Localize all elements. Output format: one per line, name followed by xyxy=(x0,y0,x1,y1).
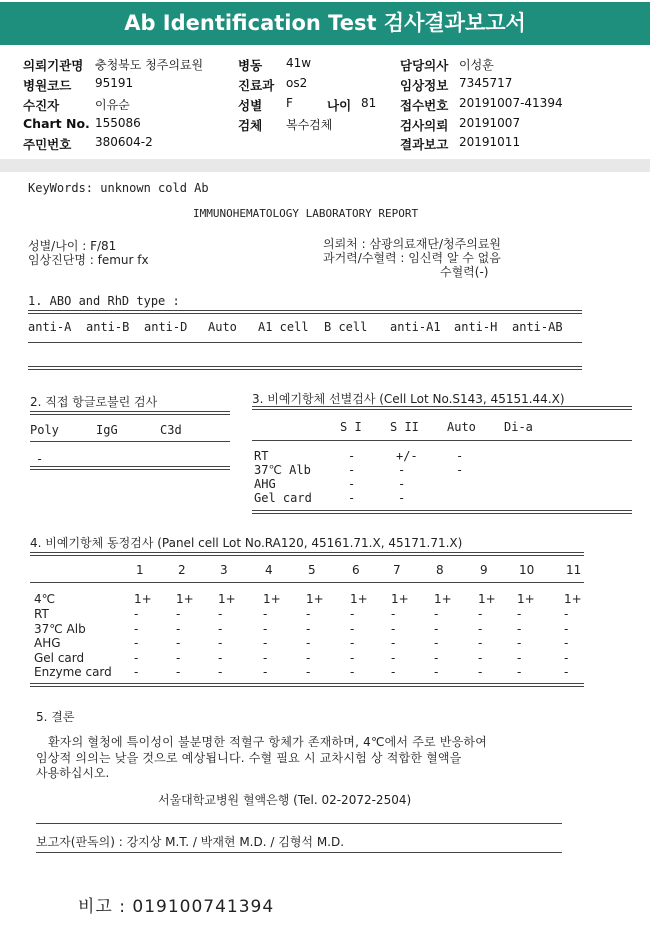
panel-cell: - xyxy=(263,651,268,665)
value-patient-name: 이유순 xyxy=(95,98,130,112)
panel-cell: - xyxy=(517,607,522,621)
panel-cell: - xyxy=(176,665,181,679)
divider xyxy=(28,366,582,370)
dat-value: - xyxy=(36,452,44,466)
value-report-date: 20191011 xyxy=(459,135,521,149)
panel-cell: - xyxy=(350,636,355,650)
section1-title: 1. ABO and RhD type : xyxy=(28,294,180,308)
panel-cell: - xyxy=(350,607,355,621)
screen-col-s2: S II xyxy=(390,420,419,434)
panel-col-header: 2 xyxy=(178,563,186,577)
abo-col-6: B cell xyxy=(324,320,368,334)
hospital-contact: 서울대학교병원 혈액은행 (Tel. 02-2072-2504) xyxy=(158,793,412,807)
divider xyxy=(30,466,230,470)
keywords: KeyWords: unknown cold Ab xyxy=(28,181,209,195)
panel-cell: - xyxy=(478,651,483,665)
panel-cell: - xyxy=(517,636,522,650)
panel-col-header: 8 xyxy=(436,563,444,577)
screen-cell: - xyxy=(348,463,356,477)
abo-col-4: Auto xyxy=(208,320,237,334)
panel-cell: - xyxy=(306,622,311,636)
section3-title: 3. 비예기항체 선별검사 (Cell Lot No.S143, 45151.44.X) xyxy=(252,392,565,406)
conclusion-line: 사용하십시오. xyxy=(36,766,110,780)
screen-cell: - xyxy=(398,477,406,491)
value-hospital-code: 95191 xyxy=(95,76,134,90)
screen-cell: - xyxy=(398,491,406,505)
panel-cell: - xyxy=(478,665,483,679)
abo-col-8: anti-H xyxy=(454,320,498,334)
panel-cell: 1+ xyxy=(306,592,324,606)
panel-cell: 1+ xyxy=(517,592,535,606)
screen-cell: - xyxy=(348,491,356,505)
conclusion-line: 환자의 혈청에 특이성이 불분명한 적혈구 항체가 존재하며, 4℃에서 주로 반응하여 xyxy=(48,735,488,749)
transfusion-history: 과거력/수혈력 : 임신력 알 수 없음 xyxy=(323,251,501,265)
value-request-date: 20191007 xyxy=(459,116,521,130)
abo-col-9: anti-AB xyxy=(512,320,563,334)
panel-cell: - xyxy=(176,607,181,621)
label-accession-number: 접수번호 xyxy=(400,98,449,113)
screen-cell: - xyxy=(348,477,356,491)
footer-note: 비고 : 019100741394 xyxy=(78,897,275,917)
abo-col-1: anti-A xyxy=(28,320,72,334)
divider xyxy=(252,510,632,514)
panel-cell: - xyxy=(478,636,483,650)
dat-col-igg: IgG xyxy=(96,423,118,437)
screen-col-s1: S I xyxy=(340,420,362,434)
value-requesting-institution: 충청북도 청주의료원 xyxy=(95,58,204,72)
panel-cell: - xyxy=(478,607,483,621)
screen-row-phase: Gel card xyxy=(254,491,312,505)
divider xyxy=(30,552,584,556)
panel-cell: - xyxy=(564,665,569,679)
label-sex: 성별 xyxy=(238,98,263,113)
screen-cell: - xyxy=(456,463,464,477)
value-department: os2 xyxy=(286,76,308,90)
report-title: IMMUNOHEMATOLOGY LABORATORY REPORT xyxy=(193,207,419,220)
panel-cell: - xyxy=(263,607,268,621)
panel-cell: 1+ xyxy=(478,592,496,606)
dat-col-c3d: C3d xyxy=(160,423,182,437)
abo-col-3: anti-D xyxy=(144,320,188,334)
divider xyxy=(36,823,562,824)
panel-cell: - xyxy=(434,636,439,650)
panel-cell: - xyxy=(134,607,139,621)
panel-cell: - xyxy=(263,665,268,679)
label-department: 진료과 xyxy=(238,78,275,93)
label-report-date: 결과보고 xyxy=(400,137,449,152)
label-request-date: 검사의뢰 xyxy=(400,118,449,133)
panel-cell: - xyxy=(350,651,355,665)
panel-cell: - xyxy=(434,622,439,636)
requester: 의뢰처 : 삼광의료재단/청주의료원 xyxy=(323,237,502,251)
panel-col-header: 7 xyxy=(393,563,401,577)
label-resident-number: 주민번호 xyxy=(23,137,72,152)
value-age: 81 xyxy=(361,96,377,110)
label-specimen: 검체 xyxy=(238,118,263,133)
panel-cell: - xyxy=(218,651,223,665)
label-age: 나이 xyxy=(327,98,352,113)
panel-cell: - xyxy=(218,665,223,679)
panel-row-phase: 37℃ Alb xyxy=(34,622,86,636)
abo-col-2: anti-B xyxy=(86,320,130,334)
panel-cell: - xyxy=(176,622,181,636)
panel-cell: - xyxy=(391,622,396,636)
panel-cell: 1+ xyxy=(218,592,236,606)
panel-cell: - xyxy=(134,622,139,636)
value-sex: F xyxy=(286,96,293,110)
label-chart-no: Chart No. xyxy=(23,116,90,131)
value-ward: 41w xyxy=(286,56,312,70)
section2-title: 2. 직접 항글로불린 검사 xyxy=(30,395,158,409)
panel-row-phase: Gel card xyxy=(34,651,85,665)
panel-cell: - xyxy=(218,636,223,650)
transfusion-status: 수혈력(-) xyxy=(440,265,489,279)
panel-cell: - xyxy=(564,651,569,665)
panel-row-phase: AHG xyxy=(34,636,61,650)
divider xyxy=(252,440,632,441)
panel-cell: - xyxy=(350,665,355,679)
panel-col-header: 6 xyxy=(352,563,360,577)
clinical-diagnosis: 임상진단명 : femur fx xyxy=(28,253,149,267)
divider xyxy=(36,852,562,853)
panel-cell: 1+ xyxy=(391,592,409,606)
panel-cell: 1+ xyxy=(176,592,194,606)
panel-cell: - xyxy=(218,622,223,636)
panel-cell: - xyxy=(434,607,439,621)
divider xyxy=(252,406,632,410)
panel-cell: - xyxy=(434,651,439,665)
section4-title: 4. 비예기항체 동정검사 (Panel cell Lot No.RA120, 45161.71.X, 45171.71.X) xyxy=(30,536,463,550)
label-ward: 병동 xyxy=(238,58,263,73)
value-chart-no: 155086 xyxy=(95,116,141,130)
panel-cell: 1+ xyxy=(434,592,452,606)
panel-cell: - xyxy=(564,636,569,650)
panel-cell: - xyxy=(350,622,355,636)
label-requesting-institution: 의뢰기관명 xyxy=(23,58,84,73)
panel-cell: 1+ xyxy=(263,592,281,606)
panel-cell: - xyxy=(306,607,311,621)
divider xyxy=(30,582,584,583)
panel-cell: - xyxy=(134,665,139,679)
panel-col-header: 3 xyxy=(220,563,228,577)
panel-cell: - xyxy=(263,636,268,650)
divider xyxy=(30,683,584,687)
value-accession-number: 20191007-41394 xyxy=(459,96,563,110)
section5-title: 5. 결론 xyxy=(36,710,75,724)
screen-col-auto: Auto xyxy=(447,420,476,434)
screen-cell: +/- xyxy=(396,449,418,463)
dat-col-poly: Poly xyxy=(30,423,59,437)
panel-row-phase: 4℃ xyxy=(34,592,56,606)
value-specimen: 복수검체 xyxy=(286,118,333,132)
panel-col-header: 10 xyxy=(519,563,535,577)
panel-col-header: 4 xyxy=(265,563,273,577)
panel-col-header: 9 xyxy=(480,563,488,577)
screen-cell: - xyxy=(348,449,356,463)
panel-cell: - xyxy=(517,622,522,636)
abo-col-5: A1 cell xyxy=(258,320,309,334)
panel-cell: - xyxy=(478,622,483,636)
screen-cell: - xyxy=(398,463,406,477)
panel-cell: - xyxy=(306,636,311,650)
screen-row-phase: AHG xyxy=(254,477,276,491)
value-physician: 이성훈 xyxy=(459,58,494,72)
panel-cell: - xyxy=(564,622,569,636)
panel-col-header: 5 xyxy=(308,563,316,577)
screen-cell: - xyxy=(456,449,464,463)
divider xyxy=(30,411,230,415)
divider xyxy=(28,310,582,314)
section-separator xyxy=(0,159,650,172)
screen-col-dia: Di-a xyxy=(504,420,533,434)
panel-cell: 1+ xyxy=(350,592,368,606)
value-clinical-info: 7345717 xyxy=(459,76,513,90)
panel-col-header: 1 xyxy=(136,563,144,577)
label-physician: 담당의사 xyxy=(400,58,449,73)
panel-cell: - xyxy=(564,607,569,621)
label-patient-name: 수진자 xyxy=(23,98,60,113)
panel-row-phase: RT xyxy=(34,607,49,621)
panel-cell: - xyxy=(176,651,181,665)
conclusion-line: 임상적 의의는 낮을 것으로 예상됩니다. 수혈 필요 시 교차시험 상 적합한 혈액을 xyxy=(36,751,462,765)
sex-age: 성별/나이 : F/81 xyxy=(28,239,117,253)
panel-cell: 1+ xyxy=(564,592,582,606)
divider xyxy=(28,342,582,343)
report-header-title: Ab Identification Test 검사결과보고서 xyxy=(0,2,650,45)
panel-cell: - xyxy=(306,651,311,665)
screen-row-phase: RT xyxy=(254,449,269,463)
value-resident-number: 380604-2 xyxy=(95,135,153,149)
panel-cell: - xyxy=(134,636,139,650)
panel-cell: - xyxy=(391,651,396,665)
label-hospital-code: 병원코드 xyxy=(23,78,72,93)
screen-row-phase: 37℃ Alb xyxy=(254,463,311,477)
abo-col-7: anti-A1 xyxy=(390,320,441,334)
panel-cell: - xyxy=(391,607,396,621)
label-clinical-info: 임상정보 xyxy=(400,78,449,93)
panel-cell: - xyxy=(517,665,522,679)
panel-cell: - xyxy=(306,665,311,679)
panel-cell: - xyxy=(434,665,439,679)
divider xyxy=(30,441,230,442)
panel-cell: - xyxy=(391,665,396,679)
panel-cell: - xyxy=(218,607,223,621)
panel-cell: - xyxy=(391,636,396,650)
panel-cell: - xyxy=(517,651,522,665)
panel-row-phase: Enzyme card xyxy=(34,665,112,679)
panel-cell: - xyxy=(263,622,268,636)
reporters: 보고자(판독의) : 강지상 M.T. / 박재현 M.D. / 김형석 M.D. xyxy=(36,835,345,849)
panel-cell: - xyxy=(134,651,139,665)
panel-cell: 1+ xyxy=(134,592,152,606)
panel-cell: - xyxy=(176,636,181,650)
panel-col-header: 11 xyxy=(566,563,582,577)
